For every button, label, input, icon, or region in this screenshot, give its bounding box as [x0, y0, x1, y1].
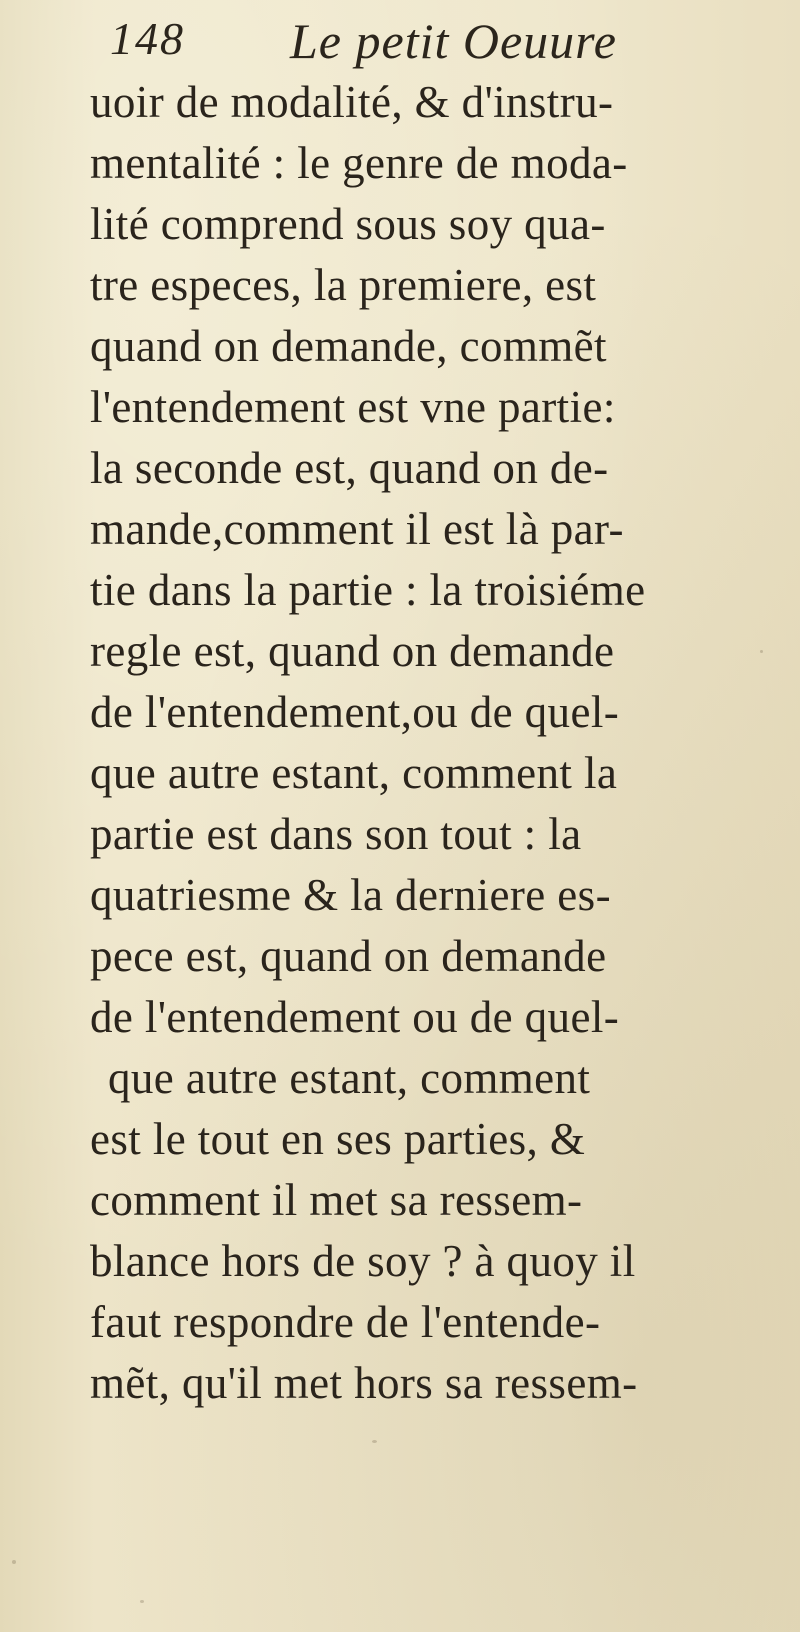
text-line: partie est dans son tout : la [90, 809, 582, 859]
page-header [110, 6, 760, 76]
text-line: que autre estant, comment [108, 1053, 591, 1103]
text-line: l'entendement est vne partie: [90, 382, 616, 432]
text-line: tie dans la partie : la troisiéme [90, 565, 646, 615]
paper-speck [372, 1440, 377, 1443]
paper-speck [140, 1600, 144, 1603]
body-text [90, 72, 750, 1414]
paper-speck [760, 650, 763, 653]
text-line: mentalité : le genre de moda- [90, 138, 628, 188]
text-line: mẽt, qu'il met hors sa ressem- [90, 1358, 638, 1408]
text-line: est le tout en ses parties, & [90, 1114, 586, 1164]
text-line: tre especes, la premiere, est [90, 260, 597, 310]
paper-speck [520, 1390, 526, 1393]
text-line: mande,comment il est là par- [90, 504, 624, 554]
text-line: de l'entendement ou de quel- [90, 992, 620, 1042]
text-line: lité comprend sous soy qua- [90, 199, 606, 249]
text-line: que autre estant, comment la [90, 748, 618, 798]
text-line: de l'entendement,ou de quel- [90, 687, 620, 737]
text-line: comment il met sa ressem- [90, 1175, 583, 1225]
paper-speck [12, 1560, 16, 1564]
text-line: faut respondre de l'entende- [90, 1297, 601, 1347]
text-line: regle est, quand on demande [90, 626, 615, 676]
text-line: quand on demande, commẽt [90, 321, 607, 371]
text-line: uoir de modalité, & d'instru- [90, 77, 614, 127]
text-line: pece est, quand on demande [90, 931, 607, 981]
text-line: quatriesme & la derniere es- [90, 870, 611, 920]
text-line: blance hors de soy ? à quoy il [90, 1236, 636, 1286]
text-line: la seconde est, quand on de- [90, 443, 609, 493]
page-number: 148 [110, 13, 185, 64]
running-head: Le petit Oeuure [290, 13, 617, 69]
